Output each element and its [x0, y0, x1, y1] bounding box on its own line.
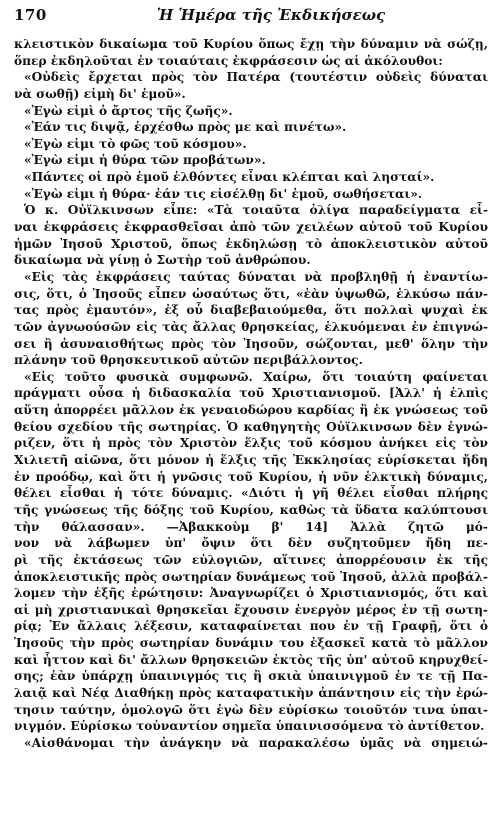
- text-line: νὰ σωθῇ) εἰμὴ δι' ἐμοῦ».: [14, 86, 186, 101]
- text-line: πράγματι οὖσα ἡ διδασκαλία τοῦ Χριστιανισμοῦ. [Ἀλλ' ἡ ἐλπὶς: [14, 386, 488, 401]
- text-line: ἀποκλειστικῆς πρὸς σωτηρίαν δυνάμεως τοῦ Ἰησοῦ, ἀλλὰ προβάλ-: [14, 569, 488, 584]
- text-line: «Πάντες οἱ πρὸ ἐμοῦ ἐλθόντες εἶναι κλέπται καὶ λησταί».: [24, 170, 435, 185]
- text-line: τῶν ἀγνωούσῶν εἰς τὰς ἄλλας θρησκείας, ἑλκυόμεναι ἐν ἐπιγνώ-: [14, 319, 488, 334]
- text-line: αὕτη ἀπορρέει μᾶλλον ἐκ γεναιοδώρου καρδίας ἢ ἐκ γνώσεως τοῦ: [14, 403, 488, 418]
- text-line: «Ἐγὼ εἰμι τὸ φῶς τοῦ κόσμου».: [24, 136, 247, 151]
- text-line: «Αἰσθάνομαι τὴν ἀνάγκην νὰ παρακαλέσω ὑμᾶς νὰ σημειώ-: [24, 735, 488, 750]
- text-line: θέλει εἶσθαι ἡ τότε δύναμις. «Διότι ἡ γῆ θέλει εἶσθαι πλήρης: [14, 486, 488, 501]
- text-line: λαιᾷ καὶ Νέᾳ Διαθήκῃ πρὸς καταφατικὴν ἀπάντησιν εἰς τὴν ἐρώ-: [14, 685, 488, 700]
- text-line: Χιλιετῆ αἰῶνα, ὅτι μόνον ἡ ἕλξις τῆς Ἐκκλησίας εὑρίσκεται ἤδη: [14, 453, 488, 468]
- text-line: ρίᾳ; Ἐν ἄλλαις λέξεσιν, καταφαίνεται που ἐν τῇ Γραφῇ, ὅτι ὁ: [14, 619, 488, 634]
- text-line: ριζεν, ὅτι ἡ πρὸς τὸν Χριστὸν ἕλξις τοῦ κόσμου ἀνήκει εἰς τὸν: [14, 436, 488, 451]
- text-line: «Εἰς τοῦτο φυσικὰ συμφωνῶ. Χαίρω, ὅτι τοιαύτη φαίνεται: [24, 369, 488, 384]
- text-line: αἱ μὴ χριστιανικαὶ θρησκεῖαι ἔχουσιν ἐνεργὸν μέρος ἐν τῇ σωτη-: [14, 602, 488, 617]
- text-line: τὴν θάλασσαν». —Ἀβακκοὺμ β' 14] Ἀλλὰ ζητῶ μό-: [14, 519, 488, 534]
- text-line: «Ἐγὼ εἰμι ἡ θύρα· ἐάν τις εἰσέλθῃ δι' ἐμοῦ, σωθήσεται».: [24, 186, 423, 201]
- page-number: 170: [14, 6, 47, 24]
- text-line: τας πρὸς ἐμαυτόν», ἐξ οὗ διαβεβαιούμεθα, ὅτι πολλαὶ ψυχαὶ ἐκ: [14, 303, 488, 318]
- text-line: «Ἐγὼ εἰμι ἡ θύρα τῶν προβάτων».: [24, 153, 266, 168]
- text-line: σις, ὅτι, ὁ Ἰησοῦς εἶπεν ὡσαύτως ὅτι, «ἐὰν ὑψωθῶ, ἑλκύσω πάν-: [14, 286, 488, 301]
- text-line: τῆς γνώσεως τῆς δόξης τοῦ Κυρίου, καθὼς τὰ ὕδατα καλύπτουσι: [14, 502, 488, 517]
- text-line: «Οὐδεὶς ἔρχεται πρὸς τὸν Πατέρα (τουτέστιν οὐδεὶς δύναται: [24, 70, 488, 85]
- text-line: σης; ἐὰν ὑπάρχῃ ὑπαινιγμός τις ἢ σκιὰ ὑπαινιγμοῦ ἐν τε τῇ Πα-: [14, 669, 488, 684]
- text-line: νιγμόν. Εὑρίσκω τοὐναντίον σημεῖα ὑπαινισσόμενα τὸ ἀντίθετον.: [14, 719, 485, 734]
- text-line: κλειστικὸν δικαίωμα τοῦ Κυρίου ὅπως ἔχῃ τὴν δύναμιν νὰ σώζῃ,: [14, 37, 488, 51]
- text-line: λομεν τὴν ἑξῆς ἐρώτησιν: Ἀναγνωρίζει ὁ Χριστιανισμός, ὅτι καὶ: [14, 586, 488, 601]
- text-line: Ὁ κ. Οὐϊλκινσων εἶπε: «Τὰ τοιαῦτα ὀλίγα παραδείγματα εἶ-: [24, 203, 488, 218]
- text-line: «Ἐάν τις διψᾷ, ἐρχέσθω πρὸς με καὶ πινέτω».: [24, 120, 347, 135]
- text-line: ὅπερ ἐκδηλοῦται ἐν τοιαύταις ἐκφράσεσιν ὡς αἱ ἀκόλουθοι:: [14, 53, 443, 68]
- text-line: καὶ ἧττον καὶ δι' ἄλλων θρησκειῶν ἐκτὸς τῆς ὑπ' αὐτοῦ κηρυχθεί-: [14, 652, 488, 667]
- text-line: «Εἰς τὰς ἐκφράσεις ταύτας δύναται νὰ προβληθῇ ἡ ἐναντίω-: [24, 269, 488, 284]
- text-line: ἡμῶν Ἰησοῦ Χριστοῦ, ὅπως ἐκδηλώσῃ τὸ ἀποκλειστικὸν αὐτοῦ: [14, 236, 488, 251]
- text-line: πλάνην τοῦ θρησκευτικοῦ αὐτῶν περιβάλλοντος.: [14, 353, 363, 368]
- text-line: «Ἐγὼ εἰμὶ ὁ ἄρτος τῆς ζωῆς».: [24, 103, 233, 118]
- running-title: Ἡ Ἡμέρα τῆς Ἐκδικήσεως: [156, 6, 386, 24]
- text-line: ναι ἐκφράσεις ἐκφρασθεῖσαι ἀπὸ τῶν χειλέων αὐτοῦ τοῦ Κυρίου: [14, 220, 488, 235]
- text-line: τησιν ταύτην, ὁμολογῶ ὅτι ἐγὼ δὲν εὑρίσκω τοιοῦτόν τινα ὑπαι-: [14, 702, 488, 717]
- text-line: ρὶ τῆς ἐκτάσεως τῶν εὐλογιῶν, αἵτινες ἀπορρέουσιν ἐκ τῆς: [14, 552, 488, 567]
- text-line: δικαίωμα νὰ γίνῃ ὁ Σωτὴρ τοῦ ἀνθρώπου.: [14, 253, 311, 268]
- text-line: Ἰησοῦς τὴν πρὸς σωτηρίαν δυνάμιν του ἐξασκεῖ κατὰ τὸ μᾶλλον: [14, 636, 488, 651]
- text-line: σει ἢ ἀσυναισθήτως πρὸς τὸν Ἰησοῦν, σώζονται, μεθ' ὅλην τὴν: [14, 336, 488, 351]
- text-line: νον νὰ λάβωμεν ὑπ' ὄψιν ὅτι δὲν συζητοῦμεν ἤδη πε-: [14, 536, 488, 551]
- text-line: θείου σχεδίου τῆς σωτηρίας. Ὁ καθηγητὴς Οὐϊλκινσων δὲν ἐγνώ-: [14, 419, 488, 434]
- body-text: [14, 36, 488, 752]
- text-line: ἐν προόδῳ, καὶ ὅτι ἡ γνῶσις τοῦ Κυρίου, ἡ νῦν ἑλκτικὴ δύναμις,: [14, 469, 488, 484]
- page-header: [14, 6, 488, 26]
